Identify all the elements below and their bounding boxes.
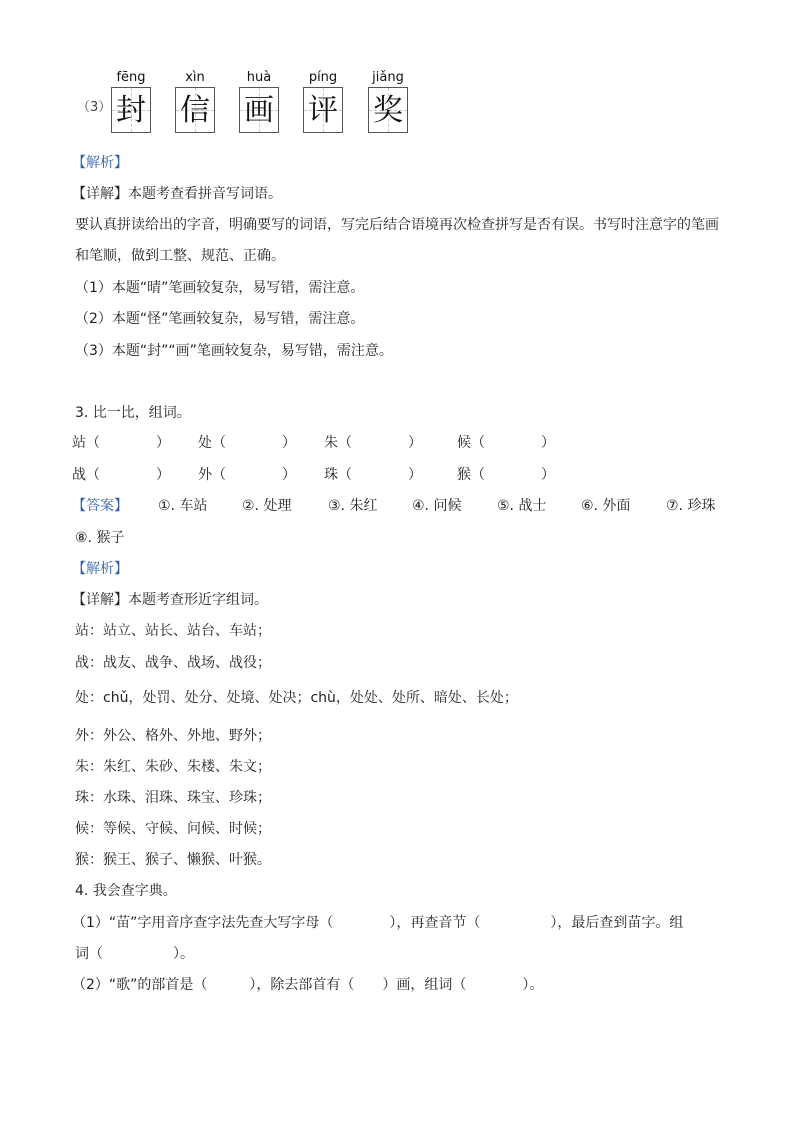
question-part: （2）“歌”的部首是（ ），除去部首有（ ）画，组词（ ）。 (72, 977, 544, 993)
answer-tag: 【答案】 (72, 498, 128, 514)
question-part: （1）“苗”字用音序查字法先查大写字母（ ），再查音节（ ），最后查到苗字。组 (72, 915, 684, 931)
word-group-line: 处：chǔ，处罚、处分、处境、处决；chù，处处、处所、暗处、长处； (75, 690, 518, 706)
answer-item: ②. 处理 (242, 498, 292, 514)
blank-item: 处（ ） (198, 435, 296, 451)
analysis-note: （2）本题“怪”笔画较复杂，易写错，需注意。 (75, 311, 365, 327)
question-part: 词（ ）。 (75, 946, 194, 962)
pinyin-label: huà (246, 70, 272, 85)
blank-item: 站（ ） (72, 435, 170, 451)
question-title: 3. 比一比，组词。 (75, 405, 191, 421)
question-title: 4. 我会查字典。 (75, 883, 177, 899)
detail-text: 本题考查形近字组词。 (128, 592, 268, 608)
answer-item: ③. 朱红 (328, 498, 378, 514)
detail-tag: 【详解】 (72, 186, 128, 202)
character-box (303, 87, 343, 133)
pinyin-label: xìn (185, 70, 205, 85)
word-group-line: 站：站立、站长、站台、车站； (75, 623, 271, 639)
analysis-note: （3）本题“封”“画”笔画较复杂，易写错，需注意。 (75, 343, 393, 359)
pinyin-label: fēng (116, 70, 146, 85)
analysis-paragraph: 要认真拼读给出的字音，明确要写的词语，写完后结合语境再次检查拼写是否有误。书写时注意字的笔画 (75, 217, 719, 233)
character-box (111, 87, 151, 133)
answer-item: ⑧. 猴子 (75, 530, 125, 546)
character: 封 (116, 93, 146, 128)
blank-item: 候（ ） (457, 435, 555, 451)
analysis-paragraph: 和笔顺，做到工整、规范、正确。 (75, 248, 285, 264)
analysis-heading: 【解析】 (72, 155, 128, 171)
analysis-note: （1）本题“晴”笔画较复杂，易写错，需注意。 (75, 280, 365, 296)
blank-item: 猴（ ） (457, 467, 555, 483)
answer-item: ⑤. 战士 (497, 498, 547, 514)
pinyin-label: píng (308, 70, 338, 85)
answer-item: ⑥. 外面 (581, 498, 631, 514)
word-group-line: 朱：朱红、朱砂、朱楼、朱文； (75, 759, 271, 775)
word-group-line: 战：战友、战争、战场、战役； (75, 655, 271, 671)
character-box (175, 87, 215, 133)
character: 评 (308, 93, 338, 128)
character: 奖 (373, 93, 403, 128)
detail-text: 本题考查看拼音写词语。 (128, 186, 282, 202)
blank-item: 珠（ ） (324, 467, 422, 483)
question-part-index: （3） (77, 100, 112, 115)
detail-line (72, 183, 282, 203)
character-box (368, 87, 408, 133)
character-box (239, 87, 279, 133)
blank-item: 战（ ） (72, 467, 170, 483)
answer-item: ⑦. 珍珠 (666, 498, 716, 514)
blank-item: 外（ ） (198, 467, 296, 483)
answer-item: ④. 问候 (412, 498, 462, 514)
word-group-line: 外：外公、格外、外地、野外； (75, 728, 271, 744)
word-group-line: 候：等候、守候、问候、时候； (75, 821, 271, 837)
detail-tag: 【详解】 (72, 592, 128, 608)
word-group-line: 珠：水珠、泪珠、珠宝、珍珠； (75, 790, 271, 806)
answer-item: ①. 车站 (158, 498, 208, 514)
blank-item: 朱（ ） (324, 435, 422, 451)
word-group-line: 猴：猴王、猴子、懒猴、叶猴。 (75, 852, 271, 868)
character: 画 (244, 93, 274, 128)
character: 信 (180, 93, 210, 128)
detail-line (72, 589, 268, 609)
pinyin-label: jiǎng (372, 70, 404, 85)
analysis-heading: 【解析】 (72, 561, 128, 577)
